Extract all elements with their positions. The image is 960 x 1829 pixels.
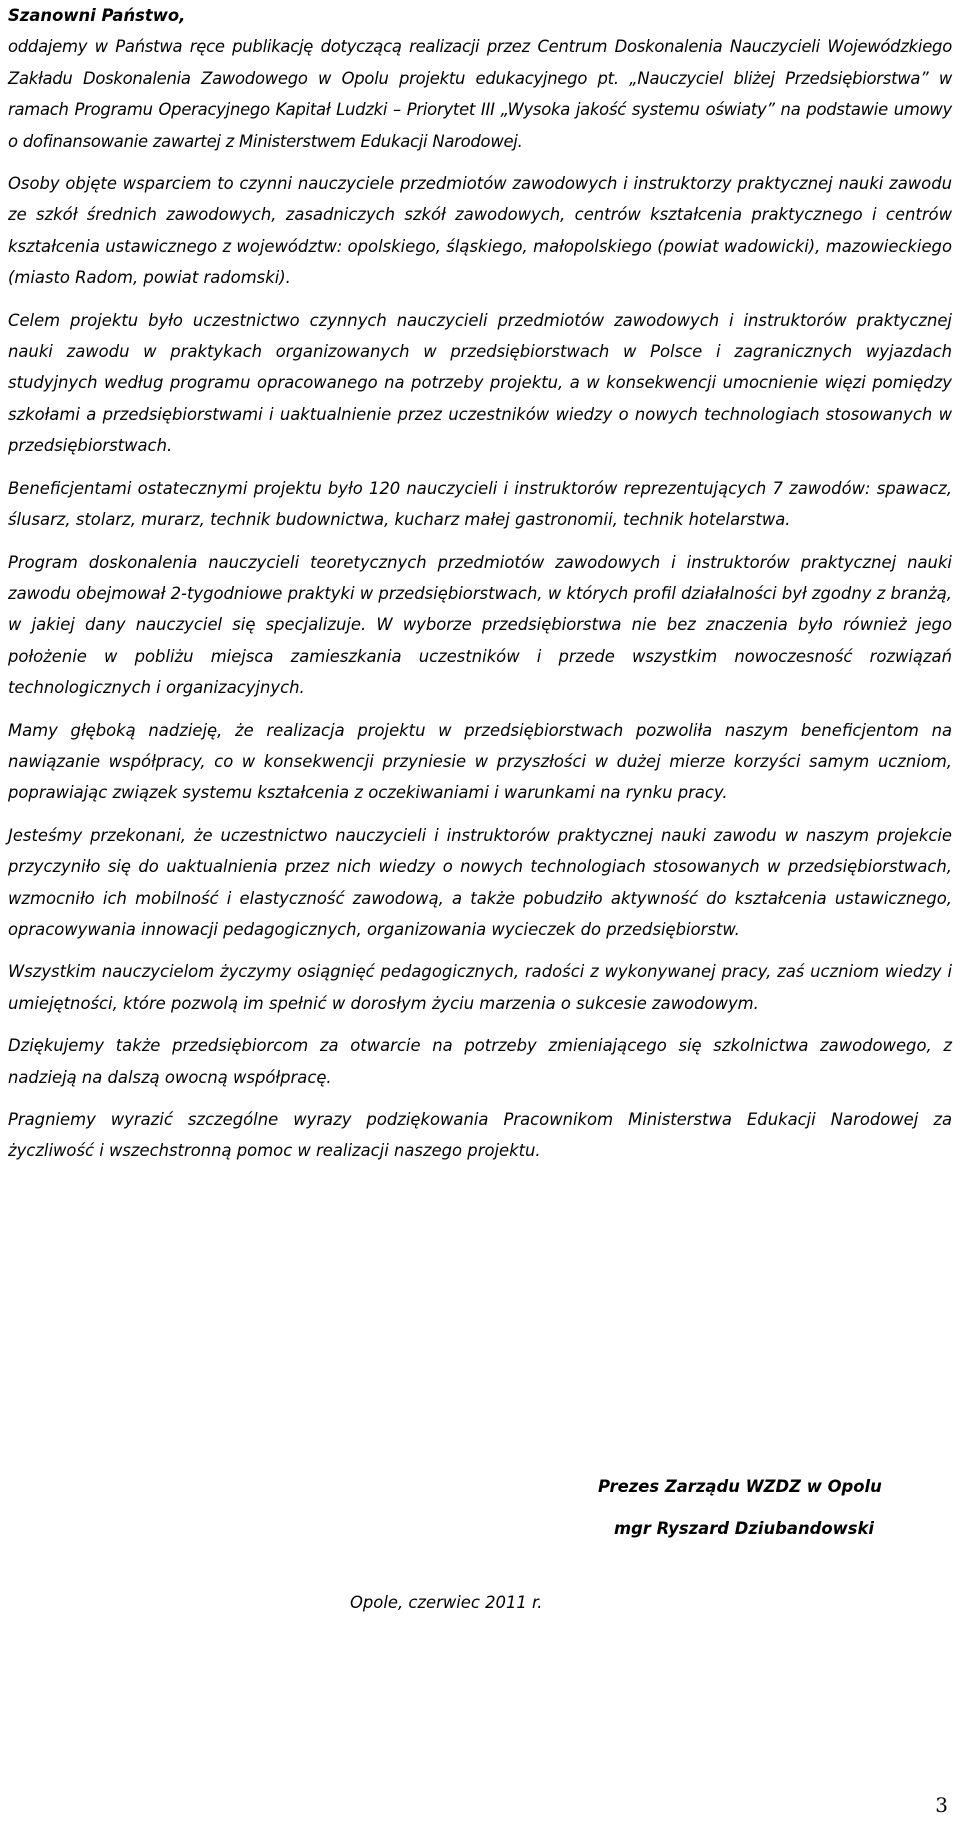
paragraph-wishes: Wszystkim nauczycielom życzymy osiągnięć pedagogicznych, radości z wykonywanej pracy, zaś uczniom wiedzy i umiejętności, które pozwolą im spełnić w dorosłym życiu marzenia o sukcesie zawodowym. (8, 962, 952, 1013)
paragraph-conviction: Jesteśmy przekonani, że uczestnictwo nauczycieli i instruktorów praktycznej nauki zawodu w naszym projekcie przyczyniło się do uaktualnienia przez nich wiedzy o nowych technologiach stosowanych w przedsiębiorstwach, wzmocniło ich mobilność i elastyczność zawodową, a także pobudziło aktywność do kształcenia ustawicznego, opracowywania innowacji pedagogicznych, organizowania wycieczek do przedsiębiorstw. (8, 825, 952, 939)
letter-body (8, 0, 952, 1178)
signature-name: mgr Ryszard Dziubandowski (614, 1519, 875, 1538)
paragraph-hope: Mamy głęboką nadzieję, że realizacja projektu w przedsiębiorstwach pozwoliła naszym beneficjentom na nawiązanie współpracy, co w konsekwencji przyniesie w przyszłości w dużej mierze korzyści samym uczniom, poprawiając związek systemu kształcenia z oczekiwaniami i warunkami na rynku pracy. (8, 720, 952, 803)
paragraph-program: Program doskonalenia nauczycieli teoretycznych przedmiotów zawodowych i instruktorów praktycznej nauki zawodu obejmował 2-tygodniowe praktyki w przedsiębiorstwach, w których profil działalności był zgodny z branżą, w jakiej dany nauczyciel się specjalizuje. W wyborze przedsiębiorstwa nie bez znaczenia było również jego położenie w pobliżu miejsca zamieszkania uczestników i przede wszystkim nowoczesność rozwiązań technologicznych i organizacyjnych. (8, 552, 952, 698)
paragraph-thanks-entrepreneurs: Dziękujemy także przedsiębiorcom za otwarcie na potrzeby zmieniającego się szkolnictwa zawodowego, z nadzieją na dalszą owocną współpracę. (8, 1036, 952, 1087)
paragraph-thanks-ministry: Pragniemy wyrazić szczególne wyrazy podziękowania Pracownikom Ministerstwa Edukacji Narodowej za życzliwość i wszechstronną pomoc w realizacji naszego projektu. (8, 1110, 952, 1161)
paragraph-intro: oddajemy w Państwa ręce publikację dotyczącą realizacji przez Centrum Doskonalenia Nauczycieli Wojewódzkiego Zakładu Doskonalenia Zawodowego w Opolu projektu edukacyjnego pt. „Nauczyciel bliżej Przedsiębiorstwa” w ramach Programu Operacyjnego Kapitał Ludzki – Priorytet III „Wysoka jakość systemu oświaty” na podstawie umowy o dofinansowanie zawartej z Ministerstwem Edukacji Narodowej. (8, 37, 952, 151)
page-number: 3 (935, 1793, 948, 1817)
paragraph-beneficiaries: Beneficjentami ostatecznymi projektu było 120 nauczycieli i instruktorów reprezentujących 7 zawodów: spawacz, ślusarz, stolarz, murarz, technik budownictwa, kucharz małej gastronomii, technik hotelarstwa. (8, 478, 952, 530)
paragraph-goal: Celem projektu było uczestnictwo czynnych nauczycieli przedmiotów zawodowych i instruktorów praktycznej nauki zawodu w praktykach organizowanych w przedsiębiorstwach w Polsce i zagranicznych wyjazdach studyjnych według programu opracowanego na potrzeby projektu, a w konsekwencji umocnienie więzi pomiędzy szkołami a przedsiębiorstwami i uaktualnienie przez uczestników wiedzy o nowych technologiach stosowanych w przedsiębiorstwach. (8, 310, 952, 456)
greeting: Szanowni Państwo, (8, 6, 186, 25)
paragraph-participants: Osoby objęte wsparciem to czynni nauczyciele przedmiotów zawodowych i instruktorzy praktycznej nauki zawodu ze szkół średnich zawodowych, zasadniczych szkół zawodowych, centrów kształcenia praktycznego i centrów kształcenia ustawicznego z województw: opolskiego, śląskiego, małopolskiego (powiat wadowicki), mazowieckiego (miasto Radom, powiat radomski). (8, 174, 952, 288)
place-date: Opole, czerwiec 2011 r. (350, 1593, 543, 1612)
signature-title: Prezes Zarządu WZDZ w Opolu (598, 1477, 882, 1496)
